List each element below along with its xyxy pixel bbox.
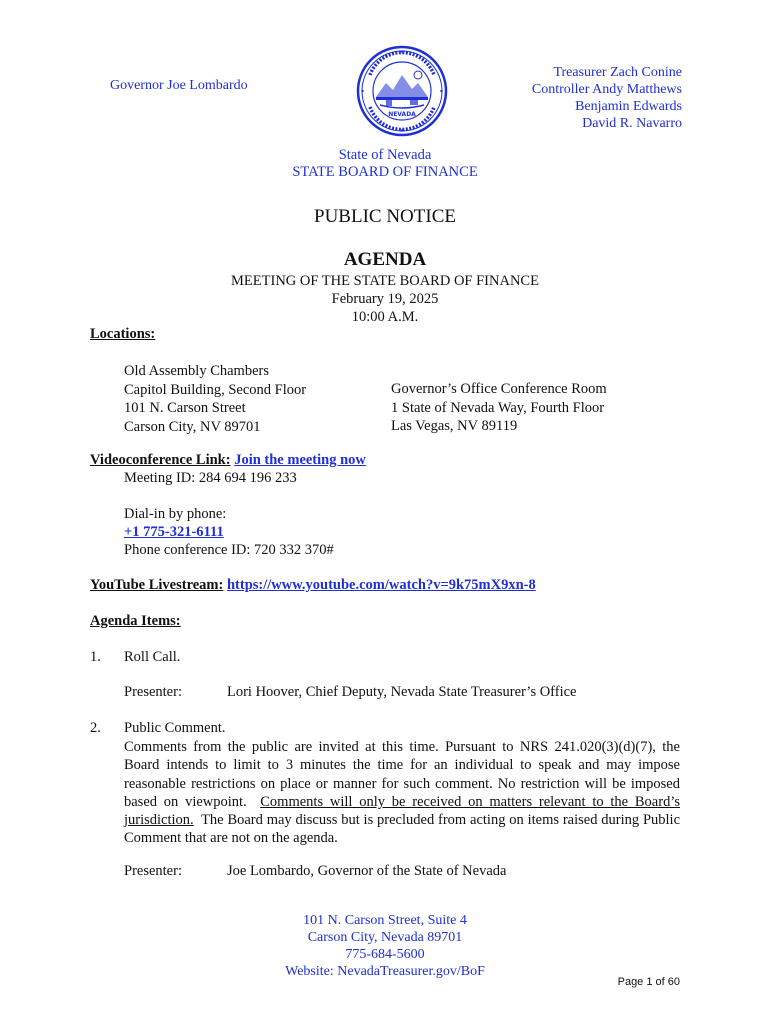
dial-in-label: Dial-in by phone:	[124, 506, 227, 522]
address-line: Carson City, NV 89701	[124, 418, 261, 435]
youtube-line	[90, 577, 536, 594]
agenda-items-label: Agenda Items:	[90, 613, 181, 629]
address-line: Capitol Building, Second Floor	[124, 381, 307, 398]
officer-member: Benjamin Edwards	[575, 99, 682, 114]
meeting-info	[0, 272, 770, 326]
address-line: 101 N. Carson Street	[124, 400, 246, 416]
item-description	[124, 738, 680, 848]
board-name: STATE BOARD OF FINANCE	[292, 164, 478, 180]
officer-treasurer: Treasurer Zach Conine	[553, 65, 682, 80]
item-number: 1.	[90, 649, 101, 665]
locations-label: Locations:	[90, 326, 156, 342]
location-las-vegas	[391, 380, 607, 436]
svg-text:NEVADA: NEVADA	[388, 111, 416, 118]
meeting-id: Meeting ID: 284 694 196 233	[124, 470, 297, 486]
presenter-name: Lori Hoover, Chief Deputy, Nevada State Treasurer’s Office	[227, 684, 577, 700]
footer-website: Website: NevadaTreasurer.gov/BoF	[285, 964, 485, 979]
footer-line: Carson City, Nevada 89701	[307, 930, 463, 945]
item-title: Roll Call.	[124, 649, 181, 665]
footer-line: 101 N. Carson Street, Suite 4	[303, 913, 467, 928]
state-name: State of Nevada	[338, 147, 432, 163]
officer-controller: Controller Andy Matthews	[531, 82, 682, 97]
presenter-label: Presenter:	[124, 684, 182, 700]
youtube-link[interactable]: https://www.youtube.com/watch?v=9k75mX9xn-8	[226, 577, 536, 593]
page-number: Page 1 of 60	[617, 976, 680, 988]
presenter-name: Joe Lombardo, Governor of the State of Nevada	[227, 863, 507, 879]
description-emphasis: Comments will only be received on matters relevant to the Board’s jurisdiction.	[124, 793, 680, 829]
footer-address	[0, 912, 770, 980]
address-line: 1 State of Nevada Way, Fourth Floor	[391, 399, 605, 416]
organization-heading	[0, 147, 770, 181]
address-line: Las Vegas, NV 89119	[391, 418, 518, 434]
officers-list	[532, 64, 682, 132]
phone-conference-id: Phone conference ID: 720 332 370#	[124, 542, 334, 558]
youtube-label: YouTube Livestream:	[90, 577, 224, 593]
videoconference-line	[90, 451, 366, 469]
meeting-name: MEETING OF THE STATE BOARD OF FINANCE	[231, 273, 539, 289]
join-meeting-link[interactable]: Join the meeting now	[234, 452, 366, 468]
meeting-date: February 19, 2025	[331, 291, 439, 307]
description-text: Comments from the public are invited at this time. Pursuant to NRS 241.020(3)(d)(7), the Board intends to limit to 3 minutes the time for an individual to speak and may impose reasonable restrictions on place or manner for such comment. No restriction will be imposed based on viewpoint.	[124, 739, 680, 810]
location-carson-city	[124, 362, 306, 436]
notice-title: PUBLIC NOTICE	[314, 206, 456, 227]
videoconference-label: Videoconference Link:	[90, 452, 231, 468]
officer-member: David R. Navarro	[582, 116, 682, 131]
phone-link[interactable]: +1 775-321-6111	[124, 524, 224, 540]
description-text: The Board may discuss but is precluded from acting on items raised during Public Comment that are not on the agenda.	[124, 812, 681, 847]
nevada-seal-logo	[356, 45, 448, 137]
address-line: Governor’s Office Conference Room	[391, 381, 607, 397]
footer-line: 775-684-5600	[345, 947, 425, 962]
meeting-time: 10:00 A.M.	[351, 309, 419, 325]
item-title: Public Comment.	[124, 720, 226, 736]
item-number: 2.	[90, 720, 101, 736]
address-line: Old Assembly Chambers	[124, 363, 269, 379]
presenter-label: Presenter:	[124, 863, 182, 879]
dial-in-block	[124, 505, 334, 559]
agenda-heading: AGENDA	[343, 249, 427, 270]
governor-name: Governor Joe Lombardo	[110, 78, 248, 93]
